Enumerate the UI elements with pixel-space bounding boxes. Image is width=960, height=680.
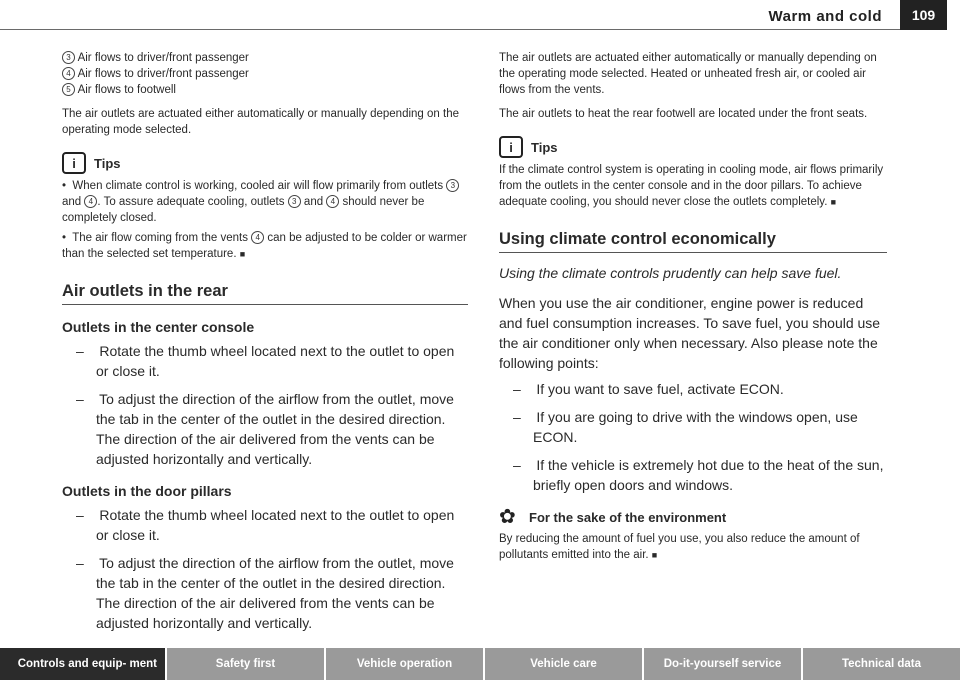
right-column: [499, 50, 887, 571]
step-item: – Rotate the thumb wheel located next to the outlet to open or close it.: [76, 343, 455, 379]
tip-text: can be adjusted to be colder or warmer than the selected set temperature.: [62, 232, 467, 260]
step-text: Rotate the thumb wheel located next to the outlet to open or close it.: [96, 343, 455, 379]
tips-text: [499, 162, 887, 210]
legend-item: [62, 82, 468, 98]
end-square-icon: ■: [239, 249, 246, 259]
footer-nav: [0, 648, 960, 680]
legend-text: Air flows to footwell: [77, 84, 176, 96]
step-text: If you are going to drive with the windows open, use ECON.: [533, 409, 858, 445]
step-item: – To adjust the direction of the airflow from the outlet, move the tab in the center of the outlet in the desired direction. The direction of the air delivered from the vents can be adjusted horizontally and vertically.: [76, 391, 454, 467]
tab-vehicle-care[interactable]: Vehicle care: [485, 648, 642, 680]
callout-4-icon: 4: [84, 195, 97, 208]
section-title: Using climate control economically: [499, 230, 887, 253]
info-icon: i: [62, 152, 86, 174]
page-number: 109: [900, 0, 947, 30]
callout-4-icon: 4: [326, 195, 339, 208]
tab-safety-first[interactable]: Safety first: [167, 648, 324, 680]
callout-4-icon: 4: [251, 231, 264, 244]
tip-bullet: • The air flow coming from the vents 4 can be adjusted to be colder or warmer than the selected set temperature. ■: [62, 232, 467, 260]
section-intro: Using the climate controls prudently can help save fuel.: [499, 265, 842, 281]
header-rule: [0, 29, 934, 30]
paragraph: The air outlets to heat the rear footwell are located under the front seats.: [499, 108, 868, 120]
step-text: To adjust the direction of the airflow from the outlet, move the tab in the center of the outlet in the desired direction. The direction of the air delivered from the vents can be adjusted horizontally and vertically.: [96, 555, 454, 631]
end-square-icon: ■: [651, 550, 658, 560]
subsection-title: Outlets in the center console: [62, 319, 255, 335]
step-item: – Rotate the thumb wheel located next to the outlet to open or close it.: [76, 507, 455, 543]
tip-text: and: [62, 196, 82, 208]
tab-controls-and-equipment[interactable]: Controls and equip- ment: [0, 648, 165, 680]
legend-text: Air flows to driver/front passenger: [77, 68, 249, 80]
legend-text: Air flows to driver/front passenger: [77, 52, 249, 64]
paragraph: The air outlets are actuated either automatically or manually depending on the operating mode selected. Heated or unheated fresh air, or cooled air flows from the vents.: [499, 52, 877, 96]
tab-do-it-yourself-service[interactable]: Do-it-yourself service: [644, 648, 801, 680]
left-column: [62, 50, 468, 641]
tips-title: Tips: [531, 139, 558, 155]
end-square-icon: ■: [830, 197, 837, 207]
step-item: – If you are going to drive with the windows open, use ECON.: [513, 409, 858, 445]
tips-header: [499, 136, 887, 158]
flower-icon: ✿: [499, 506, 516, 528]
tip-text: should never be completely closed.: [62, 196, 425, 224]
environment-title: For the sake of the environment: [529, 509, 727, 525]
callout-3-icon: 3: [446, 179, 459, 192]
step-text: If the vehicle is extremely hot due to the heat of the sun, briefly open doors and windows.: [533, 457, 884, 493]
tip-text: The air flow coming from the vents: [72, 232, 248, 244]
body-paragraph: When you use the air conditioner, engine power is reduced and fuel consumption increases. To save fuel, you should use the air conditioner only when necessary. Also please note the following points:: [499, 295, 881, 371]
callout-3-icon: 3: [288, 195, 301, 208]
tip-bullet: • When climate control is working, cooled air will flow primarily from outlets 3 and 4 . To assure adequate cooling, outlets 3 and 4 should never be completely closed.: [62, 178, 468, 226]
legend-item: [62, 50, 468, 66]
step-text: Rotate the thumb wheel located next to the outlet to open or close it.: [96, 507, 455, 543]
intro-text: The air outlets are actuated either automatically or manually depending on the operating mode selected.: [62, 108, 459, 136]
tips-body: If the climate control system is operating in cooling mode, air flows primarily from the outlets in the center console and in the door pillars. To achieve adequate cooling, you should never close the outlets completely.: [499, 164, 884, 208]
section-title: Air outlets in the rear: [62, 282, 468, 305]
step-item: – If you want to save fuel, activate ECON.: [513, 381, 784, 397]
step-item: – To adjust the direction of the airflow from the outlet, move the tab in the center of the outlet in the desired direction. The direction of the air delivered from the vents can be adjusted horizontally and vertically.: [76, 555, 454, 631]
step-item: – If the vehicle is extremely hot due to the heat of the sun, briefly open doors and windows.: [513, 457, 884, 493]
tip-text: . To assure adequate cooling, outlets: [97, 196, 285, 208]
tab-vehicle-operation[interactable]: Vehicle operation: [326, 648, 483, 680]
tips-title: Tips: [94, 155, 121, 171]
tips-header: [62, 152, 468, 174]
legend-item: [62, 66, 468, 82]
page-header-title: Warm and cold: [768, 8, 882, 25]
callout-5-icon: 5: [62, 83, 75, 96]
tab-technical-data[interactable]: Technical data: [803, 648, 960, 680]
subsection-title: Outlets in the door pillars: [62, 483, 232, 499]
callout-4-icon: 4: [62, 67, 75, 80]
environment-body: By reducing the amount of fuel you use, you also reduce the amount of pollutants emitted into the air.: [499, 533, 860, 561]
environment-text: [499, 531, 887, 563]
environment-header: [499, 507, 887, 527]
step-text: To adjust the direction of the airflow from the outlet, move the tab in the center of the outlet in the desired direction. The direction of the air delivered from the vents can be adjusted horizontally and vertically.: [96, 391, 454, 467]
tip-text: When climate control is working, cooled air will flow primarily from outlets: [72, 180, 444, 192]
step-text: If you want to save fuel, activate ECON.: [536, 381, 784, 397]
info-icon: i: [499, 136, 523, 158]
callout-3-icon: 3: [62, 51, 75, 64]
tip-text: and: [303, 196, 324, 208]
